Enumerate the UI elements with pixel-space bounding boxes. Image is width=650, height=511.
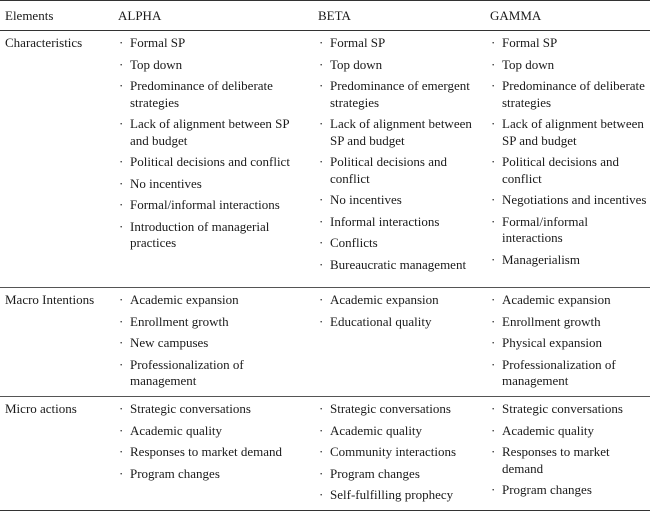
row-label: Micro actions <box>5 401 77 416</box>
bullet-icon: · <box>119 335 124 350</box>
list-item <box>318 466 484 483</box>
gamma-cell <box>484 31 650 287</box>
list-item-text: Self-fulfilling prophecy <box>330 487 454 502</box>
list-item-text: Introduction of managerial practices <box>130 218 270 250</box>
beta-cell <box>312 288 484 396</box>
list-item-text: Informal interactions <box>330 213 440 229</box>
bullet-icon: · <box>119 197 124 212</box>
list-item <box>490 192 650 209</box>
bullet-icon: · <box>319 401 324 416</box>
bullet-icon: · <box>491 192 496 207</box>
alpha-list <box>118 292 312 390</box>
header-elements: Elements <box>5 8 54 23</box>
bullet-icon: · <box>319 465 324 481</box>
list-item-text: Lack of alignment between SP and budget <box>502 116 644 148</box>
bullet-icon: · <box>491 444 496 459</box>
list-item-text: Responses to market demand <box>130 444 282 459</box>
list-item <box>118 197 312 214</box>
beta-list <box>318 35 484 273</box>
list-item <box>318 444 484 461</box>
bullet-icon: · <box>319 313 324 329</box>
bullet-icon: · <box>319 256 324 272</box>
list-item-text: Predominance of emergent strategies <box>330 78 470 110</box>
bullet-icon: · <box>491 56 496 72</box>
bullet-icon: · <box>119 292 124 307</box>
bullet-icon: · <box>119 56 124 72</box>
bullet-icon: · <box>491 356 496 372</box>
list-item-text: Strategic conversations <box>330 401 451 416</box>
list-item-text: Bureaucratic management <box>330 256 467 272</box>
list-item <box>118 78 312 111</box>
table-header-row <box>0 0 650 31</box>
list-item <box>318 292 484 309</box>
list-item <box>118 401 312 418</box>
list-item-text: Conflicts <box>330 235 378 250</box>
list-item <box>490 57 650 74</box>
alpha-cell <box>112 288 312 396</box>
bullet-icon: · <box>119 444 124 459</box>
list-item-text: Academic expansion <box>330 292 439 307</box>
bullet-icon: · <box>491 154 496 169</box>
list-item-text: Predominance of deliberate strategies <box>130 78 273 110</box>
list-item <box>118 154 312 171</box>
bullet-icon: · <box>119 401 124 416</box>
alpha-list <box>118 401 312 482</box>
list-item-text: No incentives <box>330 192 402 207</box>
bullet-icon: · <box>491 422 496 438</box>
list-item <box>118 423 312 440</box>
alpha-cell <box>112 397 312 510</box>
bullet-icon: · <box>119 35 124 50</box>
bullet-icon: · <box>491 401 496 416</box>
list-item-text: Formal/informal interactions <box>130 197 280 212</box>
bullet-icon: · <box>319 78 324 93</box>
list-item-text: Managerialism <box>502 251 580 267</box>
beta-cell <box>312 397 484 510</box>
list-item-text: Formal/informal interactions <box>502 213 588 245</box>
bullet-icon: · <box>319 56 324 72</box>
list-item-text: Strategic conversations <box>130 401 251 416</box>
list-item-text: Formal SP <box>502 35 558 50</box>
list-item-text: Predominance of deliberate strategies <box>502 78 645 110</box>
list-item <box>318 78 484 111</box>
list-item <box>118 219 312 252</box>
bullet-icon: · <box>319 213 324 229</box>
list-item <box>318 235 484 252</box>
bullet-icon: · <box>319 422 324 438</box>
bullet-icon: · <box>491 313 496 329</box>
list-item-text: Program changes <box>330 465 420 481</box>
alpha-list <box>118 35 312 252</box>
bullet-icon: · <box>491 35 496 50</box>
row-label: Macro Intentions <box>5 292 95 307</box>
list-item <box>318 487 484 504</box>
list-item-text: Formal SP <box>130 35 186 50</box>
bullet-icon: · <box>119 356 124 372</box>
list-item-text: Physical expansion <box>502 335 603 350</box>
bullet-icon: · <box>319 487 324 502</box>
list-item-text: Responses to market demand <box>502 444 610 476</box>
bullet-icon: · <box>491 213 496 229</box>
list-item-text: Enrollment growth <box>130 313 229 329</box>
list-item <box>318 35 484 52</box>
beta-cell <box>312 31 484 287</box>
list-item <box>490 35 650 52</box>
list-item-text: New campuses <box>130 335 209 350</box>
list-item-text: Top down <box>502 56 555 72</box>
beta-list <box>318 401 484 504</box>
list-item <box>490 292 650 309</box>
list-item <box>490 78 650 111</box>
bullet-icon: · <box>119 218 124 234</box>
list-item <box>118 444 312 461</box>
list-item-text: Academic quality <box>330 422 423 438</box>
bullet-icon: · <box>319 444 324 459</box>
list-item-text: Political decisions and conflict <box>130 154 290 169</box>
bullet-icon: · <box>119 78 124 93</box>
bullet-icon: · <box>319 192 324 207</box>
list-item <box>490 314 650 331</box>
bullet-icon: · <box>491 482 496 497</box>
list-item <box>490 335 650 352</box>
header-gamma: GAMMA <box>490 8 542 23</box>
alpha-cell <box>112 31 312 287</box>
list-item-text: Professionalization of management <box>502 356 616 388</box>
bullet-icon: · <box>119 313 124 329</box>
list-item <box>490 154 650 187</box>
list-item <box>490 423 650 440</box>
list-item <box>318 401 484 418</box>
list-item-text: Educational quality <box>330 313 432 329</box>
bullet-icon: · <box>119 465 124 481</box>
header-alpha: ALPHA <box>118 8 162 23</box>
list-item-text: Strategic conversations <box>502 401 623 416</box>
list-item <box>118 292 312 309</box>
table-row-macro-intentions <box>0 288 650 397</box>
header-beta: BETA <box>318 8 351 23</box>
list-item <box>318 257 484 274</box>
list-item <box>318 192 484 209</box>
list-item <box>490 214 650 247</box>
gamma-list <box>490 401 650 499</box>
list-item <box>318 423 484 440</box>
list-item <box>490 116 650 149</box>
list-item-text: Lack of alignment between SP and budget <box>330 116 472 148</box>
list-item <box>318 214 484 231</box>
list-item-text: Academic expansion <box>502 292 611 307</box>
gamma-list <box>490 292 650 390</box>
bullet-icon: · <box>319 154 324 169</box>
list-item <box>118 314 312 331</box>
list-item-text: Negotiations and incentives <box>502 192 647 207</box>
bullet-icon: · <box>491 292 496 307</box>
list-item <box>490 401 650 418</box>
list-item-text: Program changes <box>130 465 220 481</box>
bullet-icon: · <box>119 116 124 131</box>
list-item <box>490 252 650 269</box>
bullet-icon: · <box>491 116 496 131</box>
list-item-text: Program changes <box>502 482 592 497</box>
list-item <box>318 314 484 331</box>
list-item-text: Top down <box>130 56 183 72</box>
list-item-text: Professionalization of management <box>130 356 244 388</box>
bullet-icon: · <box>319 35 324 50</box>
list-item-text: No incentives <box>130 175 202 191</box>
list-item <box>118 335 312 352</box>
list-item-text: Community interactions <box>330 444 457 459</box>
bullet-icon: · <box>119 175 124 191</box>
bullet-icon: · <box>491 251 496 267</box>
list-item <box>318 154 484 187</box>
list-item <box>118 466 312 483</box>
gamma-list <box>490 35 650 268</box>
table-row-characteristics <box>0 31 650 288</box>
list-item <box>118 35 312 52</box>
list-item <box>490 482 650 499</box>
list-item <box>118 176 312 193</box>
list-item <box>318 116 484 149</box>
bullet-icon: · <box>491 78 496 93</box>
list-item <box>118 357 312 390</box>
bullet-icon: · <box>119 422 124 438</box>
list-item <box>318 57 484 74</box>
list-item <box>118 116 312 149</box>
list-item-text: Lack of alignment between SP and budget <box>130 116 290 148</box>
bullet-icon: · <box>119 154 124 169</box>
bullet-icon: · <box>319 235 324 250</box>
list-item-text: Political decisions and conflict <box>502 154 619 186</box>
list-item-text: Enrollment growth <box>502 313 601 329</box>
beta-list <box>318 292 484 330</box>
list-item-text: Political decisions and conflict <box>330 154 447 186</box>
list-item <box>490 357 650 390</box>
bullet-icon: · <box>319 116 324 131</box>
list-item-text: Formal SP <box>330 35 386 50</box>
list-item-text: Academic quality <box>130 422 223 438</box>
row-label: Characteristics <box>5 35 83 50</box>
list-item-text: Top down <box>330 56 383 72</box>
bullet-icon: · <box>491 335 496 350</box>
list-item-text: Academic expansion <box>130 292 239 307</box>
table-row-micro-actions <box>0 397 650 511</box>
gamma-cell <box>484 288 650 396</box>
list-item <box>118 57 312 74</box>
list-item-text: Academic quality <box>502 422 595 438</box>
bullet-icon: · <box>319 292 324 307</box>
gamma-cell <box>484 397 650 510</box>
list-item <box>490 444 650 477</box>
